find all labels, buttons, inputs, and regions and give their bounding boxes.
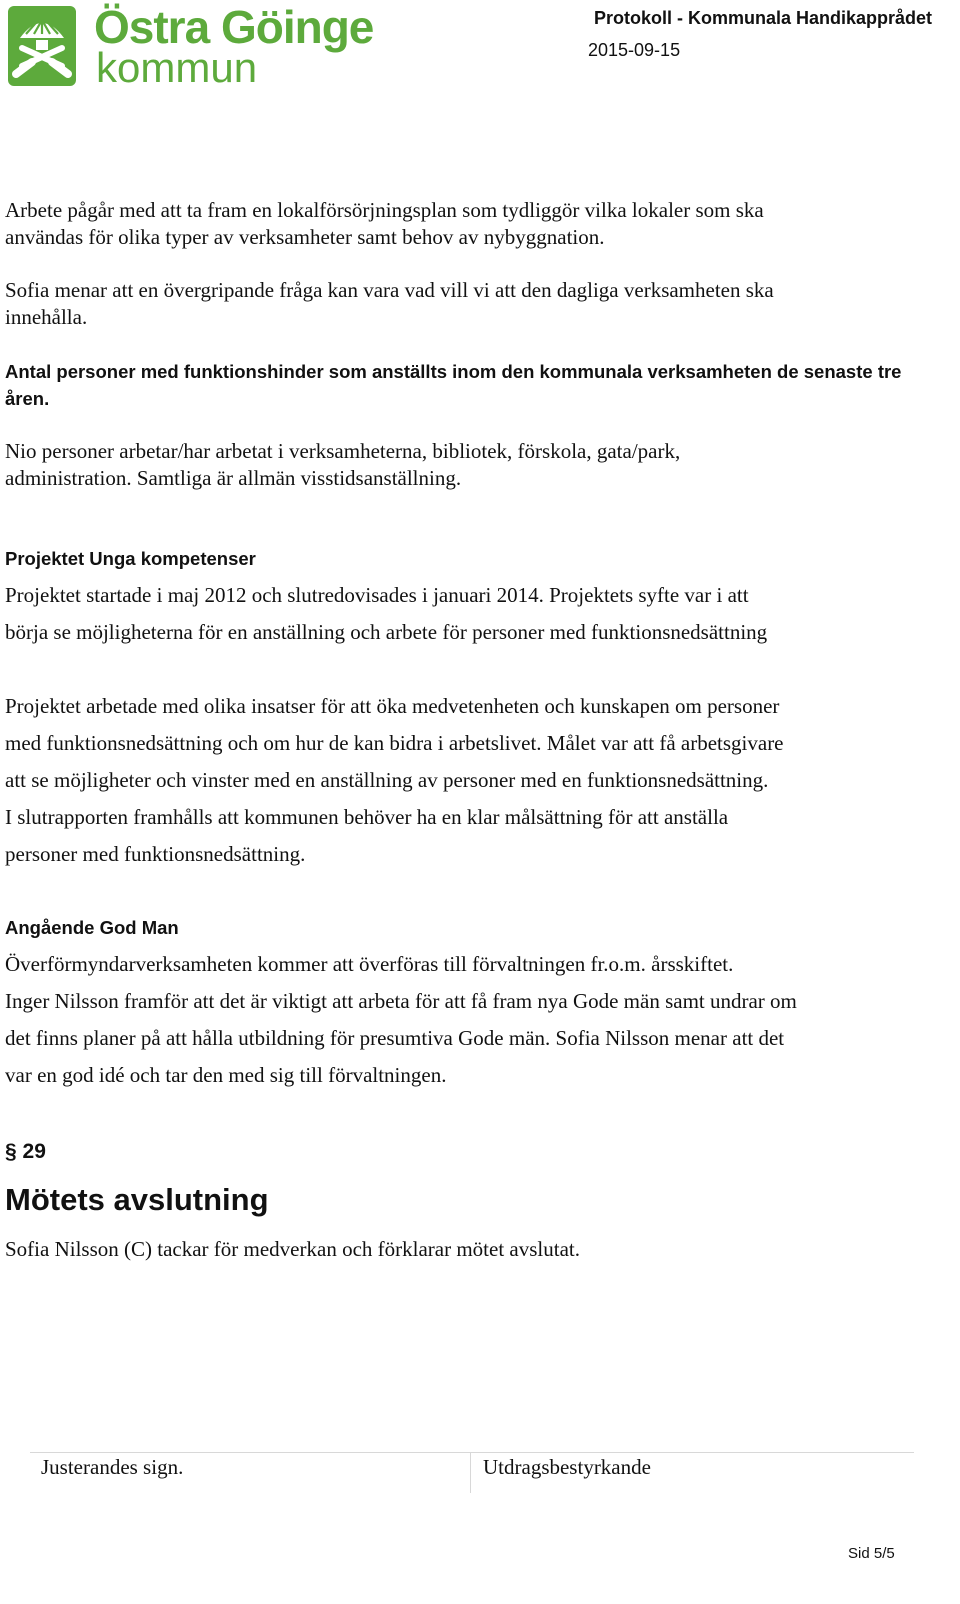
heading-god-man: Angående God Man	[5, 917, 179, 938]
page-number: Sid 5/5	[848, 1545, 895, 1562]
document-title: Protokoll - Kommunala Handikapprådet	[593, 8, 932, 28]
municipality-logo	[6, 1, 374, 92]
paragraph-projektet-arbetade: Projektet arbetade med olika insatser för att öka medvetenheten och kunskapen om personer med funktionsnedsättning och om hur de kan bidra i arbetslivet. Målet var att få arbetsgivare att se möjligheter och vinster med en anställning av personer med en funktionsnedsättning. I slutrapporten framhålls att kommunen behöver ha en klar målsättning för att anställa personer med funktionsnedsättning.	[5, 694, 784, 866]
paragraph-projektet-startade: Projektet startade i maj 2012 och slutredovisades i januari 2014. Projektets syfte var i att börja se möjligheterna för en anställning och arbete för personer med funktionsnedsättning	[5, 583, 768, 644]
heading-unga-kompetenser: Projektet Unga kompetenser	[5, 548, 256, 569]
signature-divider	[30, 1452, 914, 1453]
signature-utdragsbestyrkande: Utdragsbestyrkande	[483, 1455, 651, 1479]
signature-separator	[470, 1453, 471, 1493]
logo-name-line2: kommun	[96, 44, 258, 91]
document-date: 2015-09-15	[588, 40, 681, 60]
paragraph-sofia-menar: Sofia menar att en övergripande fråga kan vara vad vill vi att den dagliga verksamheten ska innehålla.	[5, 278, 774, 329]
heading-antal-personer: Antal personer med funktionshinder som anställts inom den kommunala verksamheten de senaste tre åren.	[5, 361, 902, 409]
logo-name-line1: Östra Göinge	[94, 1, 374, 53]
paragraph-avslutning: Sofia Nilsson (C) tackar för medverkan och förklarar mötet avslutat.	[5, 1237, 580, 1261]
crest-icon	[6, 4, 78, 88]
section-number: § 29	[5, 1140, 46, 1163]
signature-justerandes: Justerandes sign.	[41, 1455, 184, 1479]
section-title: Mötets avslutning	[5, 1182, 269, 1217]
paragraph-nio-personer: Nio personer arbetar/har arbetat i verksamheterna, bibliotek, förskola, gata/park, administration. Samtliga är allmän visstidsanställning.	[5, 439, 681, 490]
paragraph-overformyndare: Överförmyndarverksamheten kommer att överföras till förvaltningen fr.o.m. årsskiftet. Inger Nilsson framför att det är viktigt att arbeta för att få fram nya Gode män samt undrar om det finns planer på att hålla utbildning för presumtiva Gode män. Sofia Nilsson menar att det var en god idé och tar den med sig till förvaltningen.	[5, 952, 797, 1087]
paragraph-lokalforsorjning: Arbete pågår med att ta fram en lokalförsörjningsplan som tydliggör vilka lokaler som ska användas för olika typer av verksamheter samt behov av nybyggnation.	[5, 198, 764, 249]
